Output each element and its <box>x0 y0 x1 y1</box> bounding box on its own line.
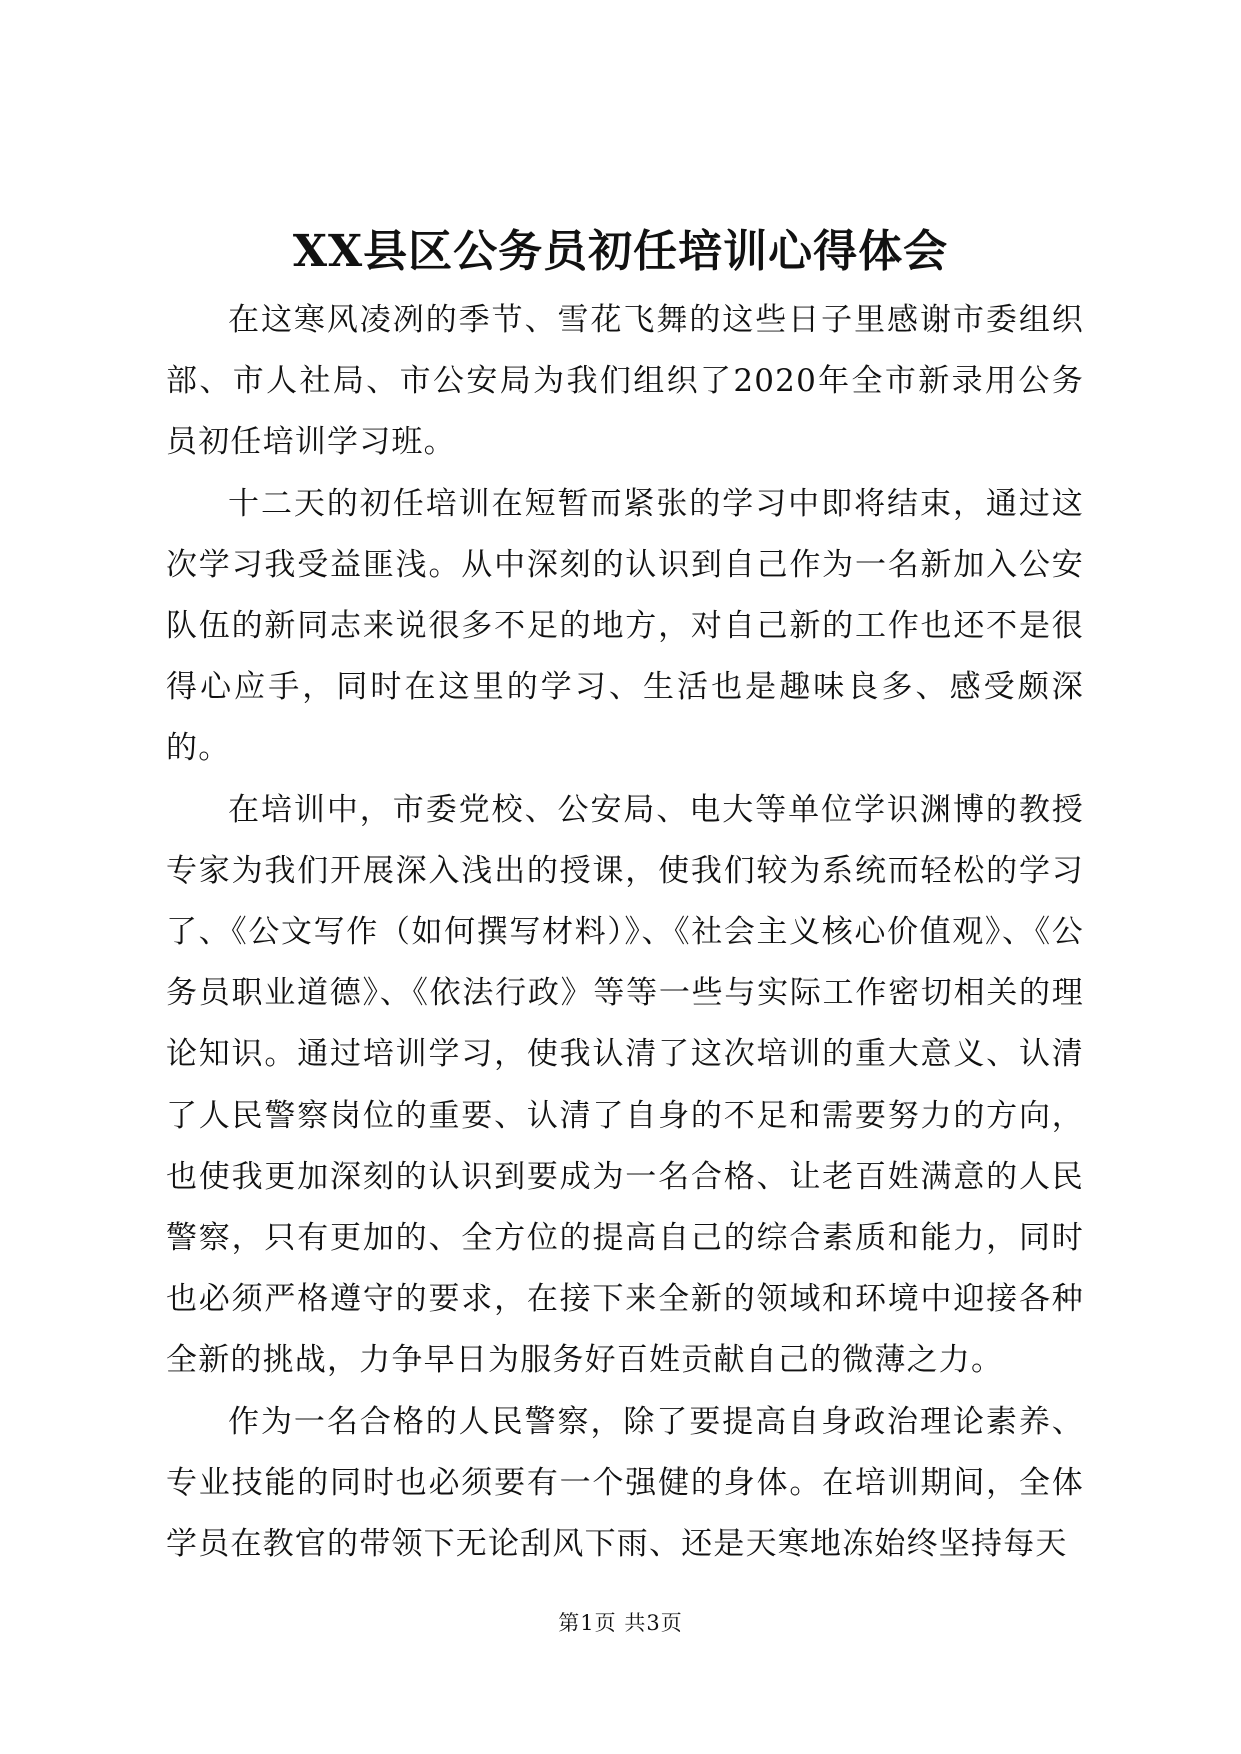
paragraph-2: 十二天的初任培训在短暂而紧张的学习中即将结束，通过这次学习我受益匪浅。从中深刻的认识到自己作为一名新加入公安队伍的新同志来说很多不足的地方，对自己新的工作也还不是很得心应手，同时在这里的学习、生活也是趣味良多、感受颇深的。 <box>166 485 1084 767</box>
paragraph-4: 作为一名合格的人民警察，除了要提高自身政治理论素养、专业技能的同时也必须要有一个强健的身体。在培训期间，全体学员在教官的带领下无论刮风下雨、还是天寒地冻始终坚持每天 <box>166 1403 1084 1563</box>
paragraph-3: 在培训中，市委党校、公安局、电大等单位学识渊博的教授专家为我们开展深入浅出的授课，使我们较为系统而轻松的学习了、《公文写作（如何撰写材料）》、《社会主义核心价值观》、《公务员职业道德》、《依法行政》等等一些与实际工作密切相关的理论知识。通过培训学习，使我认清了这次培训的重大意义、认清了人民警察岗位的重要、认清了自身的不足和需要努力的方向，也使我更加深刻的认识到要成为一名合格、让老百姓满意的人民警察，只有更加的、全方位的提高自己的综合素质和能力，同时也必须严格遵守的要求，在接下来全新的领域和环境中迎接各种全新的挑战，力争早日为服务好百姓贡献自己的微薄之力。 <box>166 791 1084 1379</box>
paragraph-1: 在这寒风凌冽的季节、雪花飞舞的这些日子里感谢市委组织部、市人社局、市公安局为我们组织了2020年全市新录用公务员初任培训学习班。 <box>166 302 1084 461</box>
document-title: XX县区公务员初任培训心得体会 <box>292 226 949 277</box>
document-body <box>166 290 1084 1575</box>
page-number-footer: 第1页 共3页 <box>558 1611 683 1635</box>
